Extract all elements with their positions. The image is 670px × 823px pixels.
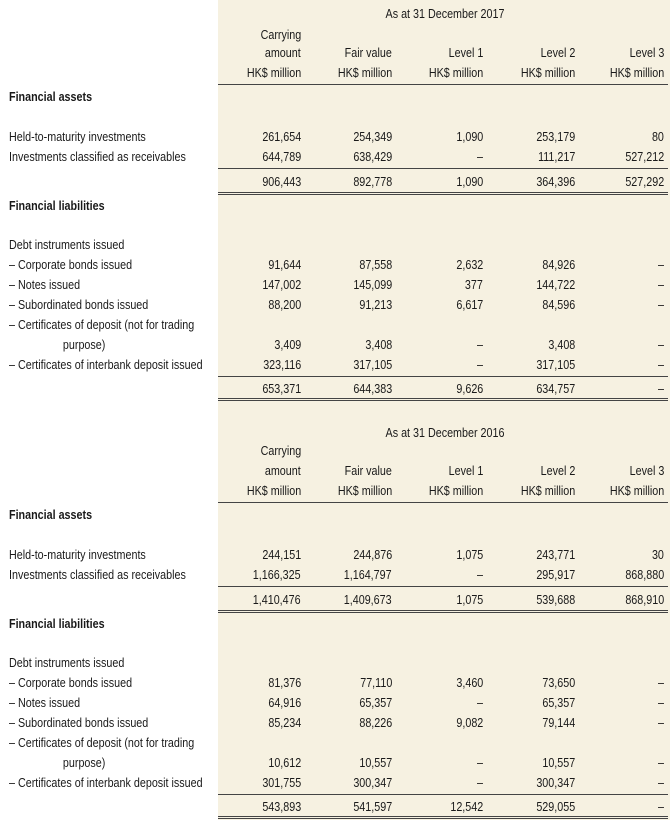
cell-value: 10,557 bbox=[359, 756, 392, 770]
table-heading: As at 31 December 2017 bbox=[385, 7, 505, 21]
row-label: – Corporate bonds issued bbox=[9, 258, 133, 272]
cell-value: – bbox=[658, 358, 664, 372]
section-title-liabilities: Financial liabilities bbox=[9, 617, 105, 631]
cell-value: – bbox=[658, 776, 664, 790]
cell-value: – bbox=[658, 676, 664, 690]
cell-value: – bbox=[658, 278, 664, 292]
assets-total-value: 868,910 bbox=[625, 593, 664, 607]
cell-value: – bbox=[477, 696, 483, 710]
assets-total-value: 1,090 bbox=[456, 175, 483, 189]
cell-value: 253,179 bbox=[536, 130, 575, 144]
row-label: – Subordinated bonds issued bbox=[9, 298, 149, 312]
cell-value: 301,755 bbox=[262, 776, 301, 790]
cell-value: 65,357 bbox=[359, 696, 392, 710]
assets-total-value: 1,409,673 bbox=[344, 593, 392, 607]
column-header-line1: Carrying bbox=[260, 28, 301, 42]
cell-value: 3,408 bbox=[548, 338, 575, 352]
header-rule bbox=[218, 502, 668, 503]
cell-value: – bbox=[658, 756, 664, 770]
row-label: – Notes issued bbox=[9, 696, 81, 710]
assets-total-value: 1,410,476 bbox=[253, 593, 301, 607]
cell-value: 377 bbox=[465, 278, 483, 292]
liabilities-total-value: 529,055 bbox=[536, 800, 575, 814]
column-header-line2: Level 3 bbox=[629, 46, 664, 60]
cell-value: 3,408 bbox=[365, 338, 392, 352]
row-label: – Corporate bonds issued bbox=[9, 676, 133, 690]
row-label: Investments classified as receivables bbox=[9, 568, 186, 582]
section-title-liabilities: Financial liabilities bbox=[9, 199, 105, 213]
cell-value: 9,082 bbox=[456, 716, 483, 730]
section-title-assets: Financial assets bbox=[9, 508, 93, 522]
cell-value: 10,557 bbox=[542, 756, 575, 770]
liabilities-total-value: 9,626 bbox=[456, 382, 483, 396]
row-label: Held-to-maturity investments bbox=[9, 548, 146, 562]
row-label-continued: purpose) bbox=[62, 756, 105, 770]
cell-value: 80 bbox=[652, 130, 664, 144]
cell-value: 644,789 bbox=[262, 150, 301, 164]
column-header-unit: HK$ million bbox=[520, 66, 575, 80]
cell-value: 65,357 bbox=[542, 696, 575, 710]
column-header-unit: HK$ million bbox=[609, 66, 664, 80]
cell-value: 317,105 bbox=[353, 358, 392, 372]
cell-value: – bbox=[658, 716, 664, 730]
cell-value: 87,558 bbox=[359, 258, 392, 272]
column-header-line2: Level 2 bbox=[540, 46, 575, 60]
cell-value: 527,212 bbox=[625, 150, 664, 164]
assets-total-value: 892,778 bbox=[353, 175, 392, 189]
assets-total-double-rule bbox=[218, 610, 668, 613]
cell-value: 1,090 bbox=[456, 130, 483, 144]
fair-value-table-1 bbox=[0, 402, 670, 823]
cell-value: – bbox=[477, 150, 483, 164]
row-label: Held-to-maturity investments bbox=[9, 130, 146, 144]
cell-value: – bbox=[658, 338, 664, 352]
liabilities-total-value: – bbox=[658, 382, 664, 396]
cell-value: 261,654 bbox=[262, 130, 301, 144]
liabilities-subtotal-rule bbox=[218, 376, 668, 377]
cell-value: – bbox=[477, 358, 483, 372]
cell-value: 144,722 bbox=[536, 278, 575, 292]
column-header-line2: amount bbox=[265, 464, 301, 478]
column-header-line2: Level 1 bbox=[448, 46, 483, 60]
cell-value: 79,144 bbox=[542, 716, 575, 730]
column-header-unit: HK$ million bbox=[337, 484, 392, 498]
cell-value: 77,110 bbox=[359, 676, 392, 690]
cell-value: 243,771 bbox=[536, 548, 575, 562]
column-header-unit: HK$ million bbox=[246, 66, 301, 80]
debt-header: Debt instruments issued bbox=[9, 238, 125, 252]
assets-total-value: 527,292 bbox=[625, 175, 664, 189]
cell-value: 147,002 bbox=[262, 278, 301, 292]
cell-value: – bbox=[477, 756, 483, 770]
cell-value: – bbox=[477, 568, 483, 582]
column-header-unit: HK$ million bbox=[520, 484, 575, 498]
assets-subtotal-rule bbox=[218, 586, 668, 587]
cell-value: 10,612 bbox=[268, 756, 301, 770]
cell-value: 1,166,325 bbox=[253, 568, 301, 582]
column-header-unit: HK$ million bbox=[337, 66, 392, 80]
cell-value: 254,349 bbox=[353, 130, 392, 144]
liabilities-total-value: 644,383 bbox=[353, 382, 392, 396]
cell-value: 84,926 bbox=[542, 258, 575, 272]
cell-value: 91,213 bbox=[359, 298, 392, 312]
liabilities-total-value: 653,371 bbox=[262, 382, 301, 396]
cell-value: 81,376 bbox=[268, 676, 301, 690]
liabilities-total-double-rule bbox=[218, 816, 668, 819]
column-header-unit: HK$ million bbox=[428, 484, 483, 498]
column-header-unit: HK$ million bbox=[609, 484, 664, 498]
cell-value: 30 bbox=[652, 548, 664, 562]
row-label-continued: purpose) bbox=[62, 338, 105, 352]
row-label: – Subordinated bonds issued bbox=[9, 716, 149, 730]
cell-value: 85,234 bbox=[268, 716, 301, 730]
cell-value: – bbox=[477, 776, 483, 790]
cell-value: 73,650 bbox=[542, 676, 575, 690]
cell-value: 88,226 bbox=[359, 716, 392, 730]
row-label: – Notes issued bbox=[9, 278, 81, 292]
liabilities-total-value: 543,893 bbox=[262, 800, 301, 814]
cell-value: 244,876 bbox=[353, 548, 392, 562]
assets-total-value: 364,396 bbox=[536, 175, 575, 189]
fair-value-table-0 bbox=[0, 0, 670, 402]
row-label: – Certificates of interbank deposit issued bbox=[9, 358, 203, 372]
assets-total-value: 539,688 bbox=[536, 593, 575, 607]
cell-value: 91,644 bbox=[268, 258, 301, 272]
cell-value: 88,200 bbox=[268, 298, 301, 312]
column-header-line2: Level 1 bbox=[448, 464, 483, 478]
cell-value: 64,916 bbox=[268, 696, 301, 710]
liabilities-total-value: 12,542 bbox=[450, 800, 483, 814]
liabilities-subtotal-rule bbox=[218, 794, 668, 795]
cell-value: 638,429 bbox=[353, 150, 392, 164]
cell-value: 3,409 bbox=[274, 338, 301, 352]
cell-value: 300,347 bbox=[536, 776, 575, 790]
cell-value: – bbox=[658, 696, 664, 710]
cell-value: 868,880 bbox=[625, 568, 664, 582]
column-header-line1: Carrying bbox=[260, 444, 301, 458]
assets-total-value: 906,443 bbox=[262, 175, 301, 189]
cell-value: 145,099 bbox=[353, 278, 392, 292]
row-label: Investments classified as receivables bbox=[9, 150, 186, 164]
row-label: – Certificates of deposit (not for trading bbox=[9, 736, 195, 750]
column-header-line2: Level 2 bbox=[540, 464, 575, 478]
row-label: – Certificates of deposit (not for trading bbox=[9, 318, 195, 332]
cell-value: 84,596 bbox=[542, 298, 575, 312]
cell-value: 3,460 bbox=[456, 676, 483, 690]
table-heading: As at 31 December 2016 bbox=[385, 426, 505, 440]
cell-value: 6,617 bbox=[456, 298, 483, 312]
cell-value: 1,075 bbox=[456, 548, 483, 562]
cell-value: – bbox=[477, 338, 483, 352]
liabilities-total-double-rule bbox=[218, 398, 668, 401]
column-header-unit: HK$ million bbox=[428, 66, 483, 80]
assets-total-value: 1,075 bbox=[456, 593, 483, 607]
cell-value: 2,632 bbox=[456, 258, 483, 272]
row-label: – Certificates of interbank deposit issued bbox=[9, 776, 203, 790]
cell-value: – bbox=[658, 258, 664, 272]
cell-value: 111,217 bbox=[537, 150, 575, 164]
liabilities-total-value: 634,757 bbox=[536, 382, 575, 396]
liabilities-total-value: – bbox=[658, 800, 664, 814]
assets-subtotal-rule bbox=[218, 168, 668, 169]
column-header-line2: amount bbox=[265, 46, 301, 60]
cell-value: – bbox=[658, 298, 664, 312]
column-header-unit: HK$ million bbox=[246, 484, 301, 498]
cell-value: 317,105 bbox=[536, 358, 575, 372]
cell-value: 244,151 bbox=[262, 548, 301, 562]
cell-value: 300,347 bbox=[353, 776, 392, 790]
debt-header: Debt instruments issued bbox=[9, 656, 125, 670]
header-rule bbox=[218, 84, 668, 85]
assets-total-double-rule bbox=[218, 192, 668, 195]
cell-value: 1,164,797 bbox=[344, 568, 392, 582]
cell-value: 323,116 bbox=[262, 358, 301, 372]
section-title-assets: Financial assets bbox=[9, 90, 93, 104]
column-header-line2: Fair value bbox=[344, 464, 392, 478]
liabilities-total-value: 541,597 bbox=[353, 800, 392, 814]
column-header-line2: Fair value bbox=[344, 46, 392, 60]
column-header-line2: Level 3 bbox=[629, 464, 664, 478]
cell-value: 295,917 bbox=[536, 568, 575, 582]
